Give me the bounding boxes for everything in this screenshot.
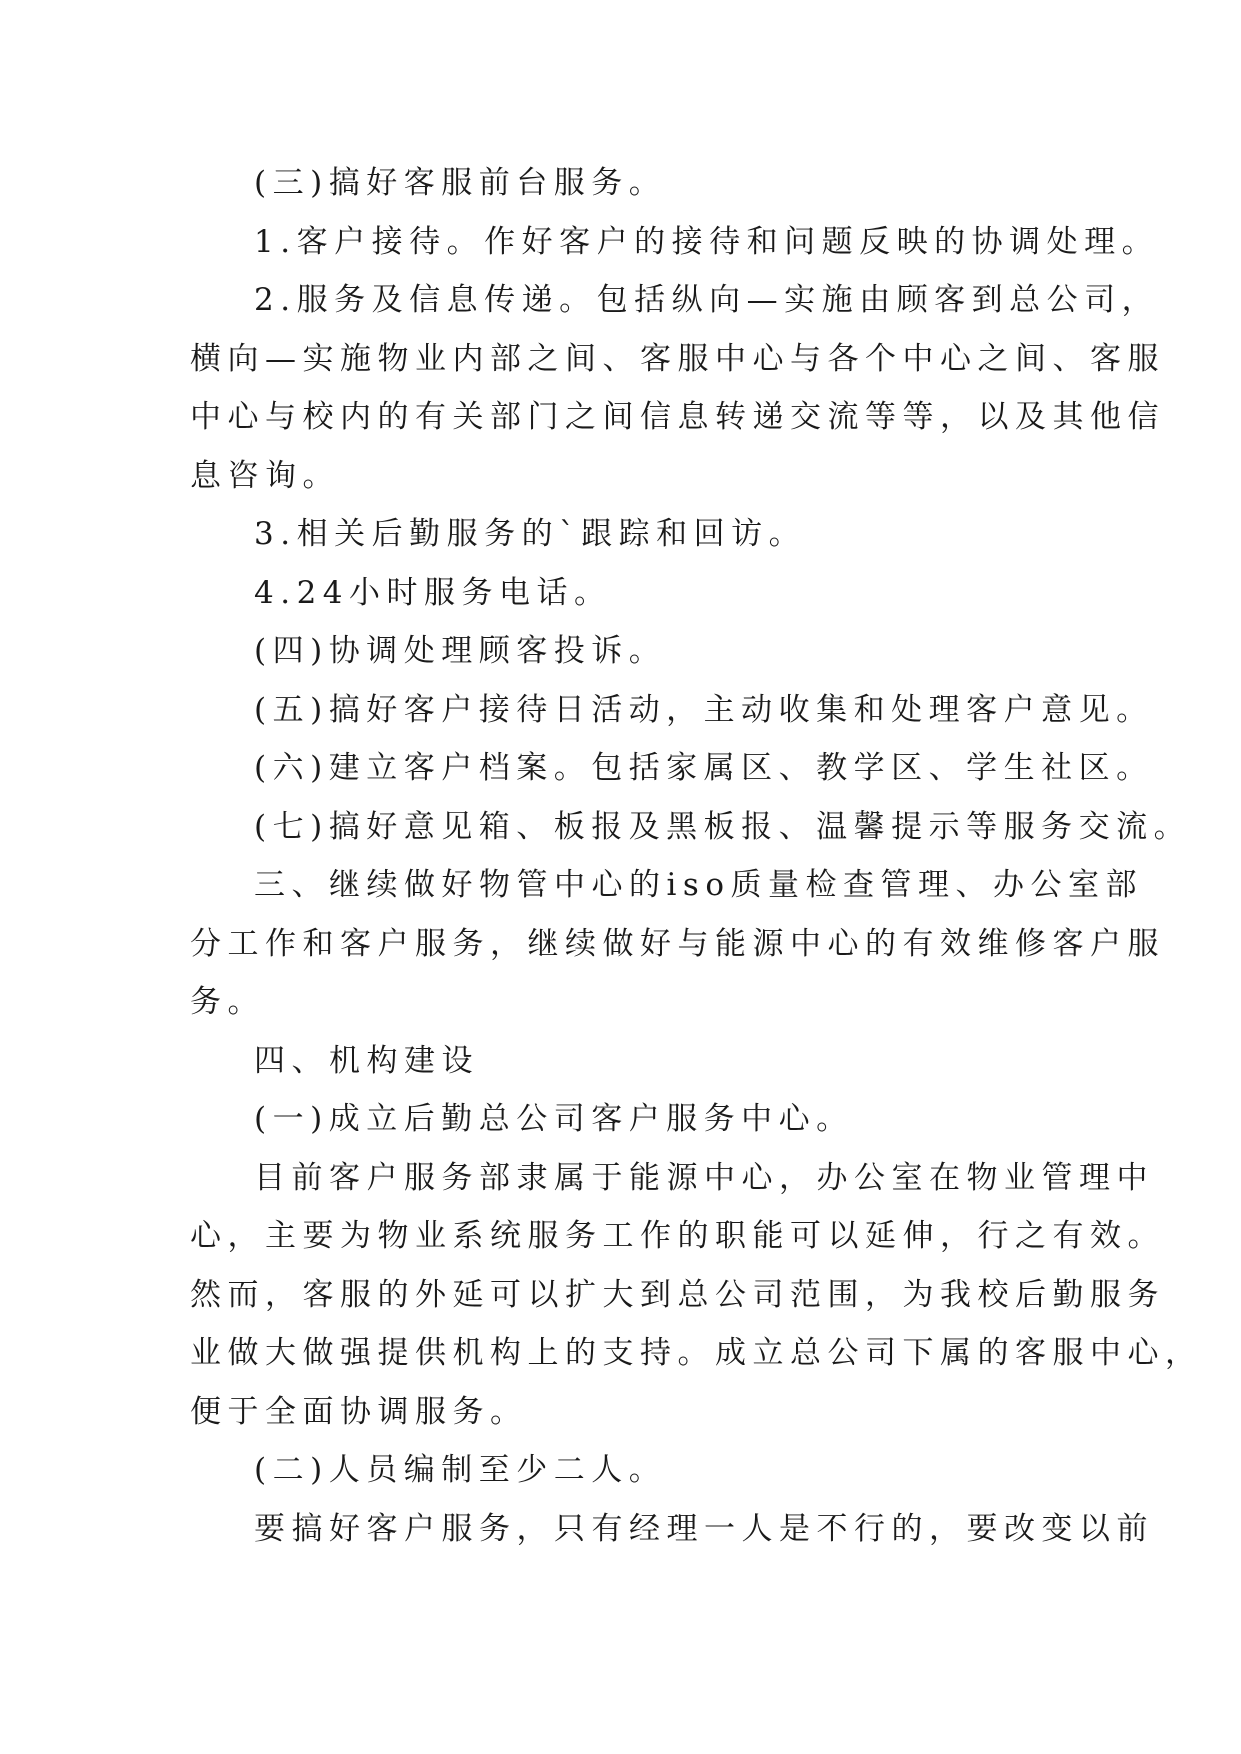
section-heading: 四、机构建设 [254,1042,479,1079]
text-line: 1.客户接待。作好客户的接待和问题反映的协调处理。 [254,223,1160,260]
text-line: 横向—实施物业内部之间、客服中心与各个中心之间、客服 [190,340,1165,377]
text-line: 要搞好客户服务，只有经理一人是不行的，要改变以前 [254,1510,1154,1547]
text-line: (六)建立客户档案。包括家属区、教学区、学生社区。 [254,750,1154,786]
text-line: 3.相关后勤服务的`跟踪和回访。 [254,516,807,552]
text-line: 便于全面协调服务。 [190,1393,528,1430]
text-line: 4.24小时服务电话。 [254,574,612,611]
text-line: (七)搞好意见箱、板报及黑板报、温馨提示等服务交流。 [254,808,1192,845]
text-line: 业做大做强提供机构上的支持。成立总公司下属的客服中心， [190,1335,1203,1371]
text-line: 心，主要为物业系统服务工作的职能可以延伸，行之有效。 [190,1218,1165,1254]
document-body [190,154,1203,1558]
text-line: 息咨询。 [190,457,340,494]
text-line: 然而，客服的外延可以扩大到总公司范围，为我校后勤服务 [190,1276,1165,1313]
text-line: 分工作和客户服务，继续做好与能源中心的有效维修客户服 [190,925,1165,962]
text-line: 三、继续做好物管中心的iso质量检查管理、办公室部 [254,867,1143,903]
text-line: 务。 [190,984,265,1020]
text-line: 中心与校内的有关部门之间信息转递交流等等，以及其他信 [190,399,1165,435]
text-line: (一)成立后勤总公司客户服务中心。 [254,1101,854,1137]
text-line: (二)人员编制至少二人。 [254,1452,667,1488]
text-line: (三)搞好客服前台服务。 [254,165,667,201]
text-line: 2.服务及信息传递。包括纵向—实施由顾客到总公司， [254,282,1160,318]
text-line: (四)协调处理顾客投诉。 [254,633,667,669]
text-line: 目前客户服务部隶属于能源中心，办公室在物业管理中 [254,1159,1154,1196]
text-line: (五)搞好客户接待日活动，主动收集和处理客户意见。 [254,691,1154,728]
